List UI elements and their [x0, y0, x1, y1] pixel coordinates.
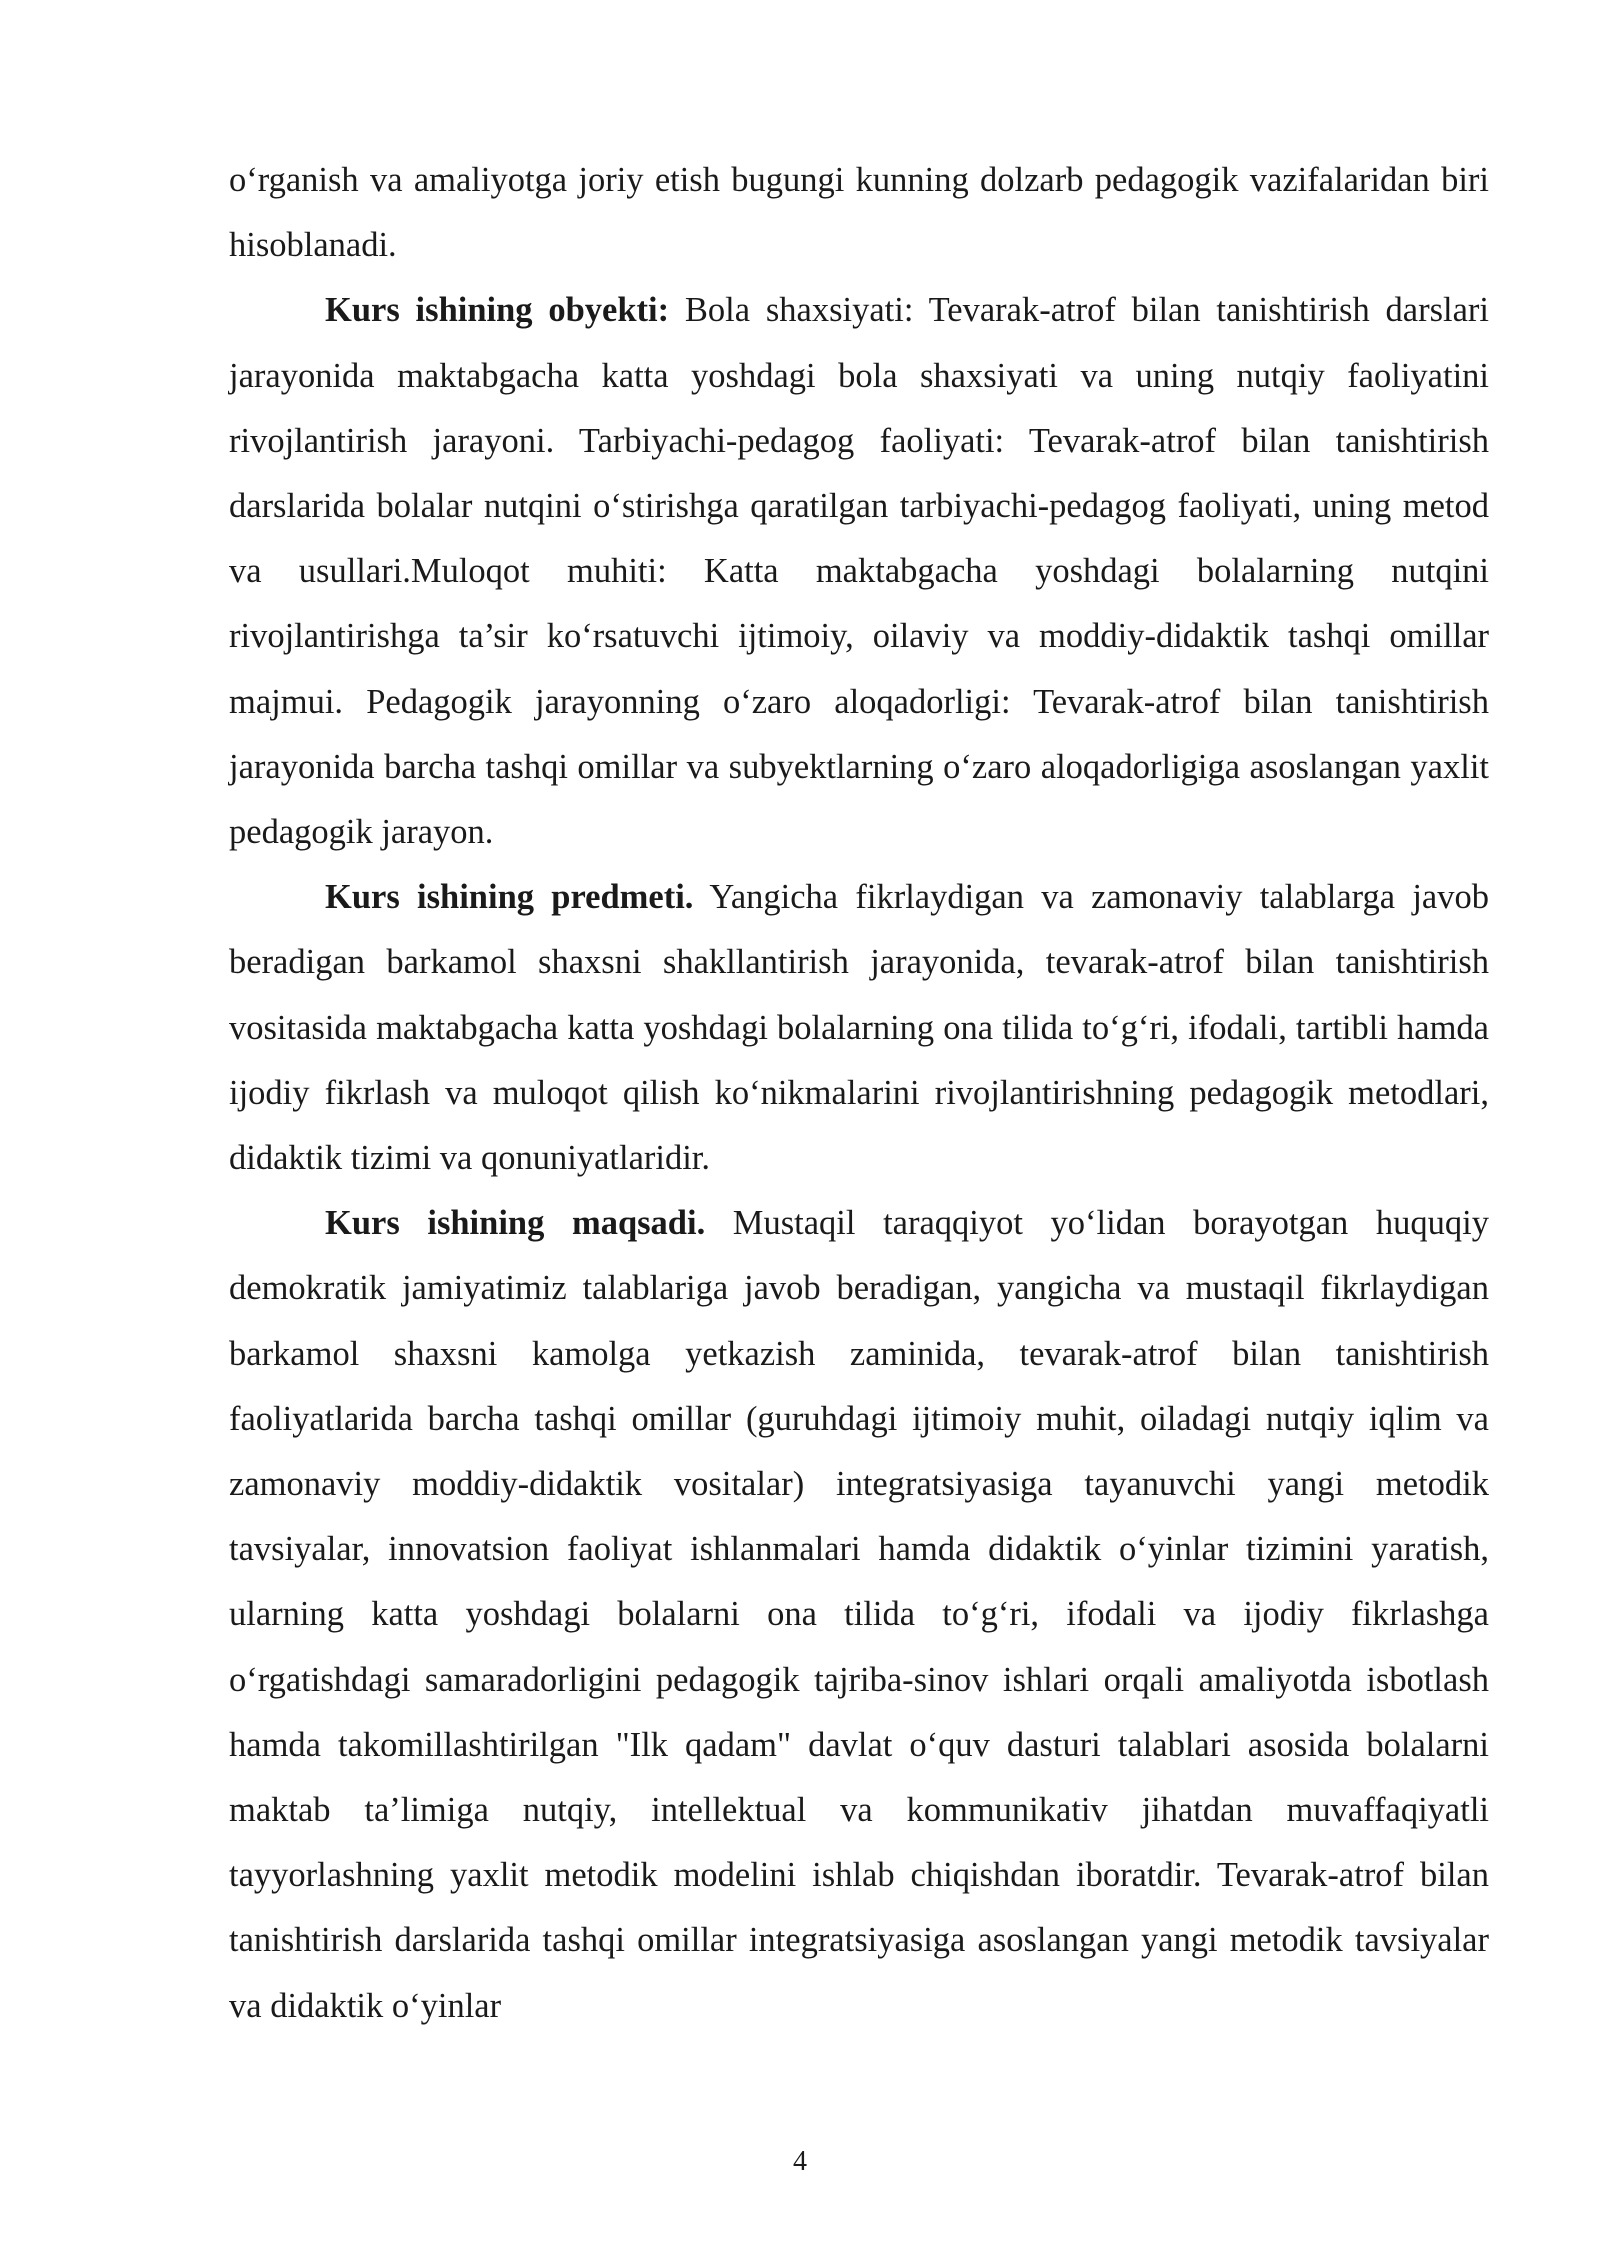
paragraph-text-goal: Mustaqil taraqqiyot yo‘lidan borayotgan huquqiy demokratik jamiyatimiz talablariga javob beradigan, yangicha va mustaqil fikrlaydigan barkamol shaxsni kamolga yetkazish zaminida, tevarak-atrof bilan tanishtirish faoliyatlarida barcha tashqi omillar (guruhdagi ijtimoiy muhit, oiladagi nutqiy iqlim va zamonaviy moddiy-didaktik vositalar) integratsiyasiga tayanuvchi yangi metodik tavsiyalar, innovatsion faoliyat ishlanmalari hamda didaktik o‘yinlar tizimini yaratish, ularning katta yoshdagi bolalarni ona tilida to‘g‘ri, ifodali va ijodiy fikrlashga o‘rgatishdagi samaradorligini pedagogik tajriba-sinov ishlari orqali amaliyotda isbotlash hamda takomillashtirilgan "Ilk qadam" davlat o‘quv dasturi talablari asosida bolalarni maktab ta’limiga nutqiy, intellektual va kommunikativ jihatdan muvaffaqiyatli tayyorlashning yaxlit metodik modelini ishlab chiqishdan iboratdir. Tevarak-atrof bilan tanishtirish darslarida tashqi omillar integratsiyasiga asoslangan yangi metodik tavsiyalar va didaktik o‘yinlar — [229, 1204, 1489, 2025]
paragraph-heading-subject: Kurs ishining predmeti. — [325, 878, 694, 917]
paragraph-text-subject: Yangicha fikrlaydigan va zamonaviy talablarga javob beradigan barkamol shaxsni shakllantirish jarayonida, tevarak-atrof bilan tanishtirish vositasida maktabgacha katta yoshdagi bolalarning ona tilida to‘g‘ri, ifodali, tartibli hamda ijodiy fikrlash va muloqot qilish ko‘nikmalarini rivojlantirishning pedagogik metodlari, didaktik tizimi va qonuniyatlaridir. — [229, 878, 1489, 1178]
paragraph-text-object: Bola shaxsiyati: Tevarak-atrof bilan tanishtirish darslari jarayonida maktabgacha katta yoshdagi bola shaxsiyati va uning nutqiy faoliyatini rivojlantirish jarayoni. Tarbiyachi-pedagog faoliyati: Tevarak-atrof bilan tanishtirish darslarida bolalar nutqini o‘stirishga qaratilgan tarbiyachi-pedagog faoliyati, uning metod va usullari.Muloqot muhiti: Katta maktabgacha yoshdagi bolalarning nutqini rivojlantirishga ta’sir ko‘rsatuvchi ijtimoiy, oilaviy va moddiy-didaktik tashqi omillar majmui. Pedagogik jarayonning o‘zaro aloqadorligi: Tevarak-atrof bilan tanishtirish jarayonida barcha tashqi omillar va subyektlarning o‘zaro aloqadorligiga asoslangan yaxlit pedagogik jarayon. — [229, 291, 1489, 852]
paragraph-heading-object: Kurs ishining obyekti: — [325, 291, 670, 330]
paragraph-goal — [229, 1191, 1489, 2039]
page-number: 4 — [793, 2146, 807, 2177]
paragraph-object — [229, 278, 1489, 865]
paragraph-heading-goal: Kurs ishining maqsadi. — [325, 1204, 706, 1243]
paragraph-subject — [229, 865, 1489, 1191]
paragraph-intro-continuation — [229, 148, 1489, 278]
paragraph-text: o‘rganish va amaliyotga joriy etish bugungi kunning dolzarb pedagogik vazifalaridan biri hisoblanadi. — [229, 161, 1489, 265]
page-body — [229, 148, 1489, 2039]
